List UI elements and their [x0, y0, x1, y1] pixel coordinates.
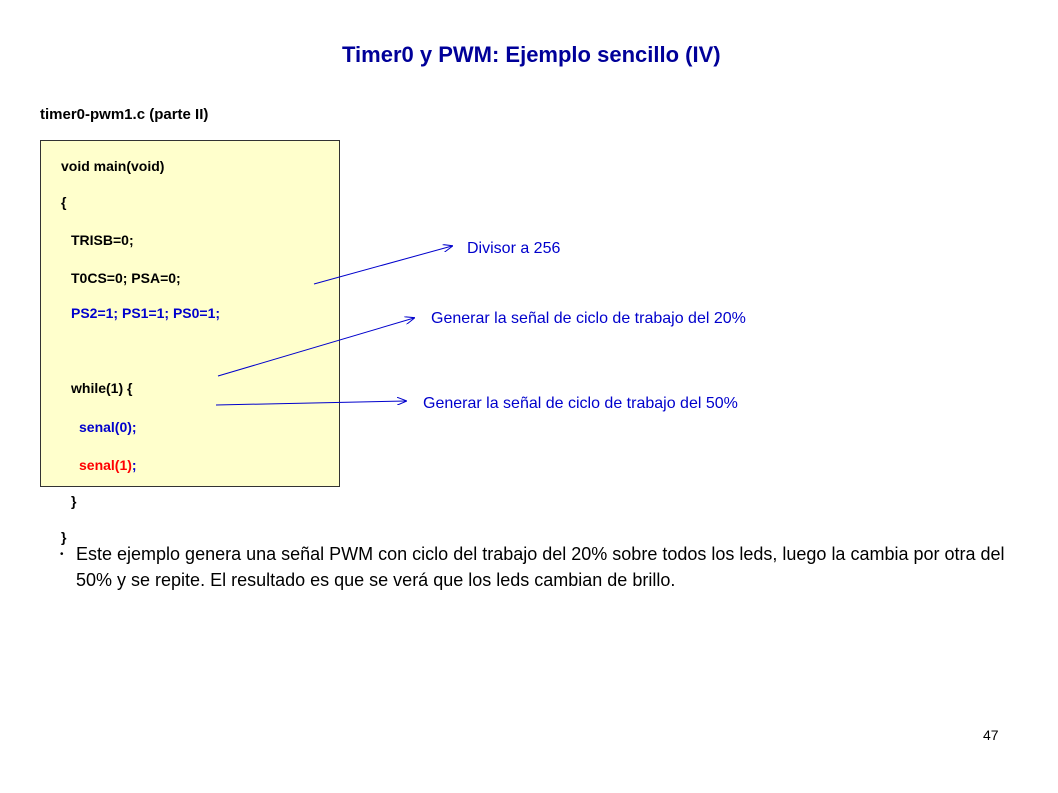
code-line-main: void main(void) [61, 158, 165, 174]
code-line-senal-0: senal(0); [79, 419, 137, 435]
code-line-prescaler: PS2=1; PS1=1; PS0=1; [71, 305, 221, 321]
code-line-while: while(1) { [71, 380, 133, 396]
code-line-close-main: } [61, 529, 67, 545]
code-line-trisb: TRISB=0; [71, 232, 134, 248]
code-senal-1-semicolon: ; [131, 457, 137, 473]
arrow-divisor [314, 246, 452, 284]
annotation-divisor: Divisor a 256 [467, 240, 561, 257]
code-line-t0cs: T0CS=0; PSA=0; [71, 270, 181, 286]
annotation-duty-20: Generar la señal de ciclo de trabajo del 20% [431, 310, 746, 327]
code-file-subtitle: timer0-pwm1.c (parte II) [40, 106, 209, 123]
slide-title: Timer0 y PWM: Ejemplo sencillo (IV) [342, 42, 721, 67]
code-line-close-while: } [71, 493, 77, 509]
code-line-open-brace: { [61, 194, 67, 210]
arrow-duty-20 [218, 318, 414, 376]
code-senal-1-call: senal(1) [79, 457, 132, 473]
bullet-marker: • [60, 549, 64, 560]
annotation-duty-50: Generar la señal de ciclo de trabajo del 50% [423, 395, 738, 412]
arrow-duty-50 [216, 401, 406, 405]
page-number: 47 [983, 727, 999, 743]
bullet-paragraph: Este ejemplo genera una señal PWM con ciclo del trabajo del 20% sobre todos los leds, luego la cambia por otra del 50% y se repite. El resultado es que se verá que los leds cambian de brillo. [76, 544, 1005, 590]
